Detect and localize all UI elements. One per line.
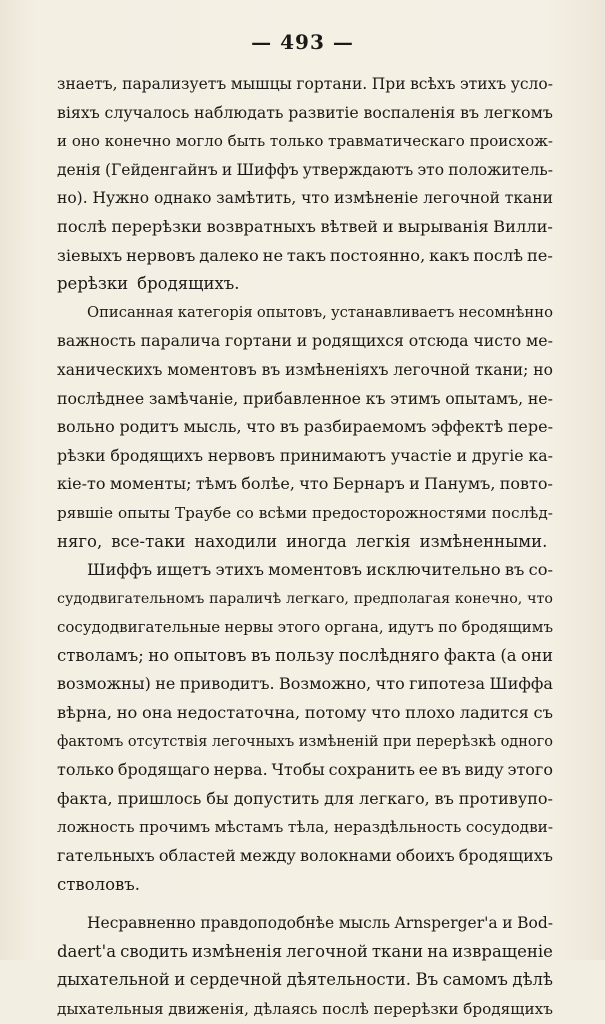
word: противупо- bbox=[458, 788, 553, 808]
word: по bbox=[438, 618, 458, 637]
word: ханическихъ bbox=[57, 360, 163, 379]
text-line bbox=[57, 70, 553, 99]
word: пользу bbox=[275, 645, 335, 665]
word: нервовъ bbox=[126, 245, 196, 265]
text-line bbox=[57, 670, 553, 699]
word: родитъ bbox=[119, 417, 179, 437]
word: измѣненій bbox=[298, 733, 379, 750]
word: пе- bbox=[526, 245, 553, 265]
word: приводитъ. bbox=[179, 674, 275, 694]
word: измѣненія bbox=[191, 941, 283, 961]
word: бродящаго bbox=[117, 760, 210, 780]
word: этого bbox=[507, 760, 553, 780]
word: такъ bbox=[286, 245, 327, 265]
word: областей bbox=[158, 846, 236, 866]
word: Бернаръ bbox=[332, 474, 405, 494]
word: постоянно, bbox=[329, 245, 426, 265]
word: замѣтить, bbox=[216, 189, 297, 208]
word: мысль bbox=[338, 914, 391, 933]
word: судодвигательномъ bbox=[57, 590, 205, 607]
word: утверждаютъ bbox=[302, 160, 414, 179]
word: бродящихъ bbox=[458, 846, 553, 866]
word: идутъ bbox=[387, 618, 434, 637]
text-line bbox=[57, 99, 553, 128]
word: къ bbox=[365, 388, 386, 408]
word: разбираемомъ bbox=[303, 417, 427, 437]
word: легочной bbox=[393, 360, 471, 379]
word: этого bbox=[277, 618, 321, 637]
word: прочимъ bbox=[139, 818, 211, 837]
text-line bbox=[57, 528, 553, 557]
word: несомнѣнно bbox=[458, 303, 553, 321]
word: прибавленное bbox=[242, 388, 361, 408]
word: бродящихъ. bbox=[137, 274, 240, 294]
word: Въ bbox=[415, 970, 439, 990]
word: и bbox=[174, 970, 186, 990]
word: Возможно, bbox=[278, 674, 372, 694]
text-line bbox=[57, 909, 553, 938]
word: факта bbox=[443, 645, 496, 665]
word: ложность bbox=[57, 818, 135, 837]
word: ткани bbox=[371, 941, 424, 961]
word: паралича bbox=[140, 331, 221, 351]
word: усло- bbox=[510, 75, 553, 93]
word: Траубе bbox=[174, 503, 232, 522]
word: и bbox=[409, 474, 420, 494]
word: віяхъ bbox=[57, 102, 100, 122]
word: отсюда bbox=[408, 331, 469, 351]
text-line bbox=[57, 299, 553, 328]
word: легкаго, bbox=[286, 590, 349, 607]
word: травматическаго bbox=[328, 132, 465, 151]
word: Bod- bbox=[517, 914, 553, 933]
word: этихъ bbox=[459, 75, 507, 93]
word: Панумъ, bbox=[424, 474, 496, 494]
word: въ bbox=[460, 102, 479, 122]
word: кіе-то bbox=[57, 474, 106, 494]
word: перерѣзкѣ bbox=[416, 733, 497, 750]
text-line bbox=[57, 442, 553, 471]
word: вырыванія bbox=[398, 216, 489, 236]
text-line bbox=[57, 842, 553, 871]
text-line bbox=[57, 813, 553, 842]
text-line bbox=[57, 642, 553, 671]
word: пришлось bbox=[117, 788, 202, 808]
word: одного bbox=[500, 733, 553, 750]
word: измѣненными. bbox=[419, 531, 548, 551]
word: сохранить bbox=[328, 760, 415, 780]
word: недостаточна, bbox=[176, 703, 301, 723]
word: въ bbox=[261, 360, 281, 379]
text-line bbox=[57, 995, 553, 1024]
word: мышцы bbox=[230, 75, 292, 93]
word: допустить bbox=[233, 788, 320, 808]
word: зіевыхъ bbox=[57, 245, 123, 265]
word: стволамъ; bbox=[57, 645, 144, 665]
word: вѣтвей bbox=[320, 216, 378, 236]
word: что bbox=[371, 703, 401, 723]
word: но bbox=[533, 360, 553, 379]
word: возможны) bbox=[57, 674, 151, 694]
text-line bbox=[57, 728, 553, 757]
word: бродящихъ bbox=[110, 445, 204, 465]
text-line bbox=[57, 413, 553, 442]
word: ткани bbox=[504, 189, 553, 208]
word: повто- bbox=[499, 474, 553, 494]
word: мысль, bbox=[183, 417, 242, 437]
word: легочной bbox=[423, 189, 500, 208]
word: на bbox=[427, 941, 449, 961]
word: (Гейденгайнъ bbox=[104, 160, 218, 179]
word: волокнами bbox=[299, 846, 392, 866]
word: они bbox=[521, 645, 553, 665]
word: Шиффъ bbox=[87, 560, 153, 580]
word: рерѣзки bbox=[57, 274, 129, 294]
word: перерѣзки bbox=[111, 216, 202, 236]
word: со bbox=[236, 503, 254, 522]
word: оно bbox=[71, 132, 100, 151]
word: легкія bbox=[355, 531, 411, 551]
word: опытовъ, bbox=[256, 303, 327, 321]
word: тѣла, bbox=[287, 818, 330, 837]
word: но bbox=[116, 703, 138, 723]
word: Шиффъ bbox=[236, 160, 299, 179]
word: иногда bbox=[286, 531, 347, 551]
word: конечно bbox=[104, 132, 171, 151]
word: не- bbox=[527, 388, 553, 408]
word: параличѣ bbox=[209, 590, 282, 607]
word: легкомъ bbox=[483, 102, 553, 122]
text-line bbox=[57, 127, 553, 156]
body-text bbox=[57, 70, 553, 1024]
word: и bbox=[57, 132, 67, 151]
text-line bbox=[57, 499, 553, 528]
text-line bbox=[57, 613, 553, 642]
word: Несравненно bbox=[87, 914, 196, 933]
word: между bbox=[239, 846, 296, 866]
word: этихъ bbox=[215, 560, 264, 580]
word: нерва. bbox=[213, 760, 268, 780]
word: принимаютъ bbox=[279, 445, 386, 465]
word: могло bbox=[175, 132, 223, 151]
word: далеко bbox=[199, 245, 259, 265]
word: вѣрна, bbox=[57, 703, 113, 723]
word: стволовъ. bbox=[57, 874, 141, 894]
word: перерѣзки bbox=[373, 1000, 459, 1018]
word: болѣе, bbox=[241, 474, 295, 494]
word: обоихъ bbox=[395, 846, 455, 866]
word: сводить bbox=[120, 941, 188, 961]
word: моментовъ bbox=[268, 560, 362, 580]
word: пере- bbox=[507, 417, 553, 437]
word: Шиффа bbox=[489, 674, 553, 694]
word: опыты bbox=[117, 503, 171, 522]
word: Вилли- bbox=[493, 216, 553, 236]
word: органа, bbox=[324, 618, 384, 637]
word: что bbox=[301, 189, 330, 208]
word: происхож- bbox=[469, 132, 553, 151]
text-line bbox=[57, 327, 553, 356]
word: въ bbox=[279, 417, 300, 437]
word: денія bbox=[57, 160, 101, 179]
word: вольно bbox=[57, 417, 115, 437]
word: ее bbox=[418, 760, 438, 780]
word: какъ bbox=[429, 245, 470, 265]
word: категорія bbox=[177, 303, 253, 321]
text-line bbox=[57, 213, 553, 242]
word: предполагая bbox=[353, 590, 451, 607]
word: чисто bbox=[473, 331, 522, 351]
word: рѣзки bbox=[57, 445, 106, 465]
word: нервы bbox=[224, 618, 274, 637]
word: въ bbox=[434, 788, 454, 808]
word: при bbox=[383, 733, 412, 750]
word: родящихся bbox=[312, 331, 404, 351]
word: движенія, bbox=[168, 1000, 249, 1018]
word: легкаго, bbox=[359, 788, 430, 808]
word: мѣстамъ bbox=[214, 818, 284, 837]
text-line bbox=[57, 184, 553, 213]
word: ладится bbox=[459, 703, 529, 723]
word: воспаленія bbox=[363, 102, 456, 122]
word: легочной bbox=[286, 941, 368, 961]
word: фактомъ bbox=[57, 733, 124, 750]
text-line bbox=[57, 385, 553, 414]
text-line bbox=[57, 156, 553, 185]
word: развитіе bbox=[288, 102, 359, 122]
word: только bbox=[57, 760, 114, 780]
word: гипотеза bbox=[409, 674, 486, 694]
word: извращеніе bbox=[452, 941, 553, 961]
word: послѣдняго bbox=[338, 645, 440, 665]
word: факта, bbox=[57, 788, 113, 808]
word: моменты; bbox=[109, 474, 192, 494]
word: что bbox=[299, 474, 329, 494]
word: въ bbox=[441, 760, 461, 780]
word: дыхательныя bbox=[57, 1000, 164, 1018]
text-line bbox=[57, 871, 553, 900]
text-line bbox=[57, 785, 553, 814]
word: случалось bbox=[104, 102, 190, 122]
word: ищетъ bbox=[156, 560, 212, 580]
text-line bbox=[57, 585, 553, 614]
word: но). bbox=[57, 189, 88, 208]
word: отсутствія bbox=[127, 733, 208, 750]
word: и bbox=[221, 160, 233, 179]
word: сосудодвигательные bbox=[57, 618, 221, 637]
word: важность bbox=[57, 331, 136, 351]
word: бы bbox=[206, 788, 229, 808]
word: daert'а bbox=[57, 941, 117, 961]
word: няго, bbox=[57, 531, 103, 551]
word: гательныхъ bbox=[57, 846, 155, 866]
word: участіе bbox=[390, 445, 452, 465]
word: устанавливаетъ bbox=[330, 303, 455, 321]
word: все-таки bbox=[111, 531, 186, 551]
word: потому bbox=[304, 703, 367, 723]
word: съ bbox=[533, 703, 553, 723]
word: и bbox=[502, 914, 513, 933]
word: парализуетъ bbox=[122, 75, 227, 93]
text-line bbox=[57, 356, 553, 385]
word: моментовъ bbox=[167, 360, 257, 379]
page-number: — 493 — bbox=[251, 30, 354, 54]
word: дѣлаясь bbox=[253, 1000, 318, 1018]
word: эффектѣ bbox=[431, 417, 504, 437]
word: въ bbox=[250, 645, 271, 665]
text-line bbox=[57, 270, 553, 299]
word: послѣ bbox=[322, 1000, 369, 1018]
word: бродящимъ bbox=[461, 618, 553, 637]
word: только bbox=[269, 132, 324, 151]
word: находили bbox=[194, 531, 278, 551]
word: плохо bbox=[405, 703, 456, 723]
word: что bbox=[246, 417, 276, 437]
word: всѣми bbox=[258, 503, 308, 522]
word: въ bbox=[504, 560, 525, 580]
word: для bbox=[324, 788, 355, 808]
word: сердечной bbox=[189, 970, 283, 990]
word: гортани. bbox=[296, 75, 368, 93]
word: дѣятельности. bbox=[286, 970, 412, 990]
word: что bbox=[527, 590, 553, 607]
word: этимъ bbox=[390, 388, 441, 408]
word: виду bbox=[464, 760, 504, 780]
word: предосторожностями bbox=[312, 503, 487, 522]
word: правдоподобнѣе bbox=[200, 914, 335, 933]
text-line bbox=[57, 699, 553, 728]
word: дѣлѣ bbox=[512, 970, 553, 990]
word: дыхательной bbox=[57, 970, 170, 990]
word: гортани bbox=[225, 331, 292, 351]
word: положитель- bbox=[448, 160, 553, 179]
word: что bbox=[375, 674, 405, 694]
word: возвратныхъ bbox=[206, 216, 316, 236]
word: (а bbox=[500, 645, 517, 665]
word: это bbox=[417, 160, 445, 179]
word: исключительно bbox=[366, 560, 501, 580]
word: со- bbox=[528, 560, 553, 580]
word: замѣчаніе, bbox=[148, 388, 239, 408]
word: не bbox=[155, 674, 176, 694]
word: быть bbox=[227, 132, 266, 151]
word: тѣмъ bbox=[195, 474, 237, 494]
word: и bbox=[456, 445, 468, 465]
word: самомъ bbox=[442, 970, 508, 990]
word: и bbox=[382, 216, 394, 236]
word: всѣхъ bbox=[410, 75, 456, 93]
word: знаетъ, bbox=[57, 75, 118, 93]
word: и bbox=[296, 331, 308, 351]
word: ме- bbox=[526, 331, 553, 351]
word: конечно, bbox=[454, 590, 523, 607]
word: ткани; bbox=[474, 360, 529, 379]
word: не bbox=[262, 245, 284, 265]
text-line bbox=[57, 966, 553, 995]
text-line bbox=[57, 470, 553, 499]
word: бродящихъ bbox=[463, 1000, 553, 1018]
word: но bbox=[148, 645, 170, 665]
text-line bbox=[57, 756, 553, 785]
word: Arnsperger'а bbox=[394, 914, 498, 933]
word: нервовъ bbox=[207, 445, 276, 465]
text-line bbox=[57, 556, 553, 585]
word: наблюдать bbox=[194, 102, 284, 122]
word: однако bbox=[153, 189, 212, 208]
word: сосудодви- bbox=[465, 818, 553, 837]
word: послѣднее bbox=[57, 388, 145, 408]
word: рявшіе bbox=[57, 503, 114, 522]
text-line bbox=[57, 938, 553, 967]
word: послѣд- bbox=[491, 503, 553, 522]
word: послѣ bbox=[473, 245, 524, 265]
word: Чтобы bbox=[271, 760, 325, 780]
word: легочныхъ bbox=[211, 733, 295, 750]
text-line bbox=[57, 242, 553, 271]
word: послѣ bbox=[57, 216, 107, 236]
word: нераздѣльность bbox=[333, 818, 462, 837]
word: ка- bbox=[528, 445, 553, 465]
word: опытовъ bbox=[173, 645, 247, 665]
word: другіе bbox=[471, 445, 524, 465]
word: измѣненіе bbox=[334, 189, 419, 208]
word: Нужно bbox=[92, 189, 150, 208]
word: опытамъ, bbox=[445, 388, 524, 408]
word: измѣненіяхъ bbox=[285, 360, 389, 379]
word: Описанная bbox=[87, 303, 174, 321]
word: При bbox=[371, 75, 406, 93]
word: она bbox=[141, 703, 173, 723]
